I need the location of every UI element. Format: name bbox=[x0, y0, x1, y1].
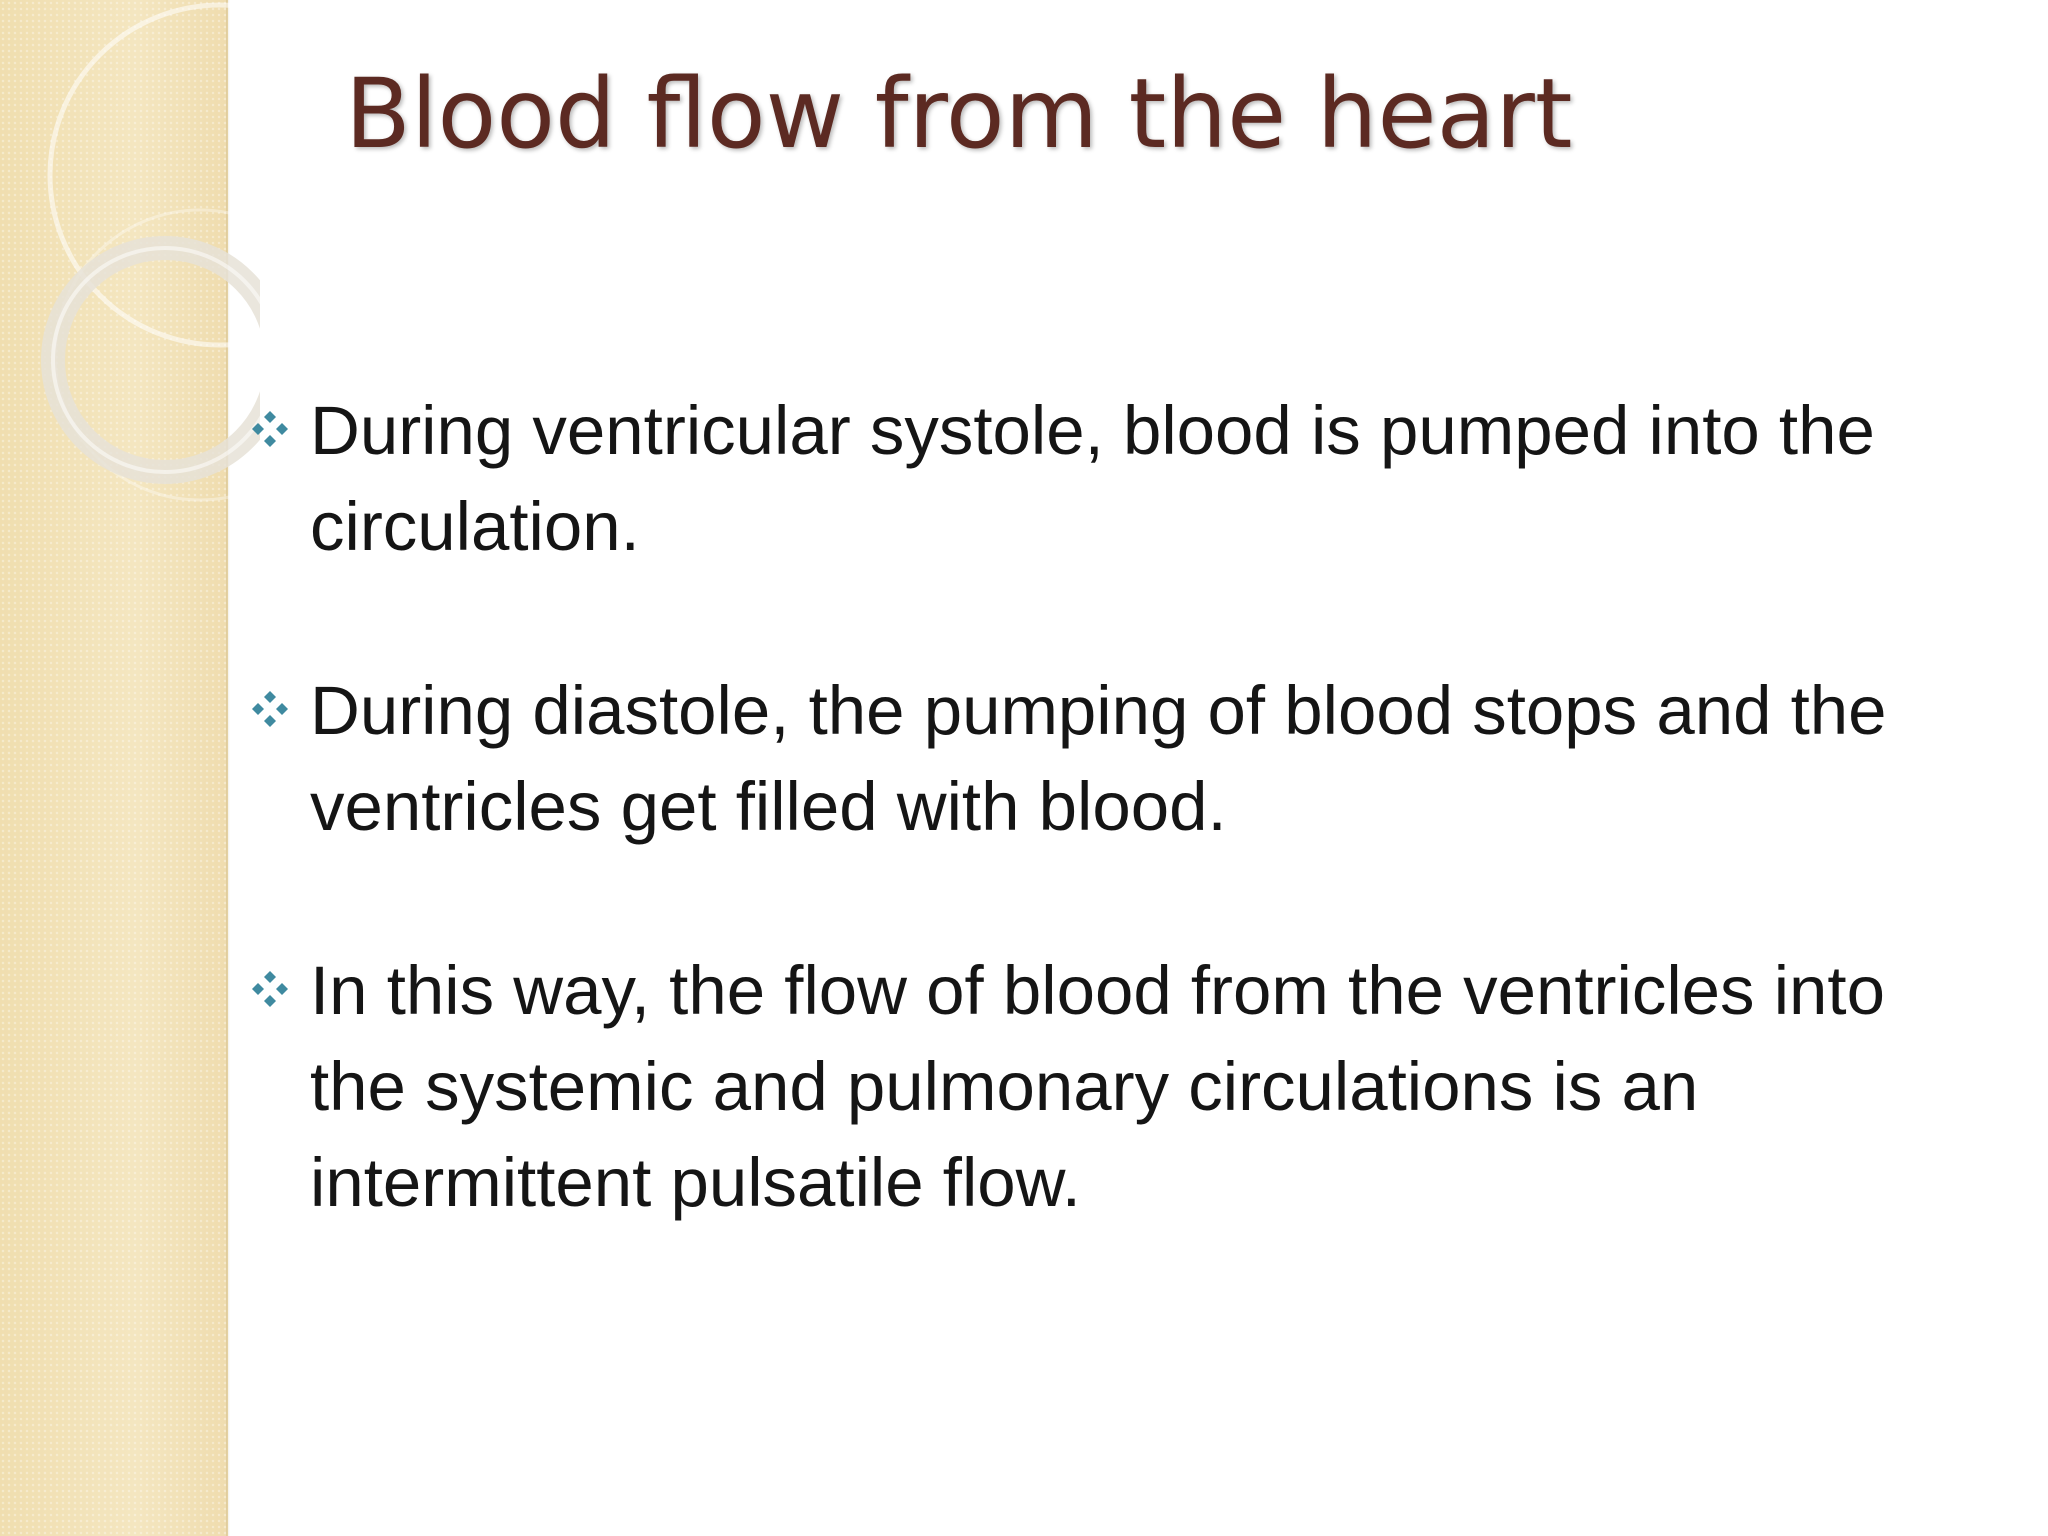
bullet-text: In this way, the flow of blood from the ventricles into the systemic and pulmonary circulations is an intermittent pulsatile flow. bbox=[310, 952, 1885, 1221]
diamond-bullet-icon bbox=[248, 687, 292, 731]
diamond-bullet-icon bbox=[248, 407, 292, 451]
bullet-list bbox=[248, 383, 1908, 1319]
diamond-bullet-icon bbox=[248, 967, 292, 1011]
bullet-text: During ventricular systole, blood is pumped into the circulation. bbox=[310, 392, 1875, 565]
bullet-item-pulsatile-flow bbox=[248, 943, 1908, 1231]
decorative-rings-icon bbox=[0, 0, 260, 520]
slide-title: Blood flow from the heart bbox=[345, 58, 1573, 170]
bullet-text: During diastole, the pumping of blood stops and the ventricles get filled with blood. bbox=[310, 672, 1887, 845]
bullet-item-diastole bbox=[248, 663, 1908, 855]
bullet-item-systole bbox=[248, 383, 1908, 575]
